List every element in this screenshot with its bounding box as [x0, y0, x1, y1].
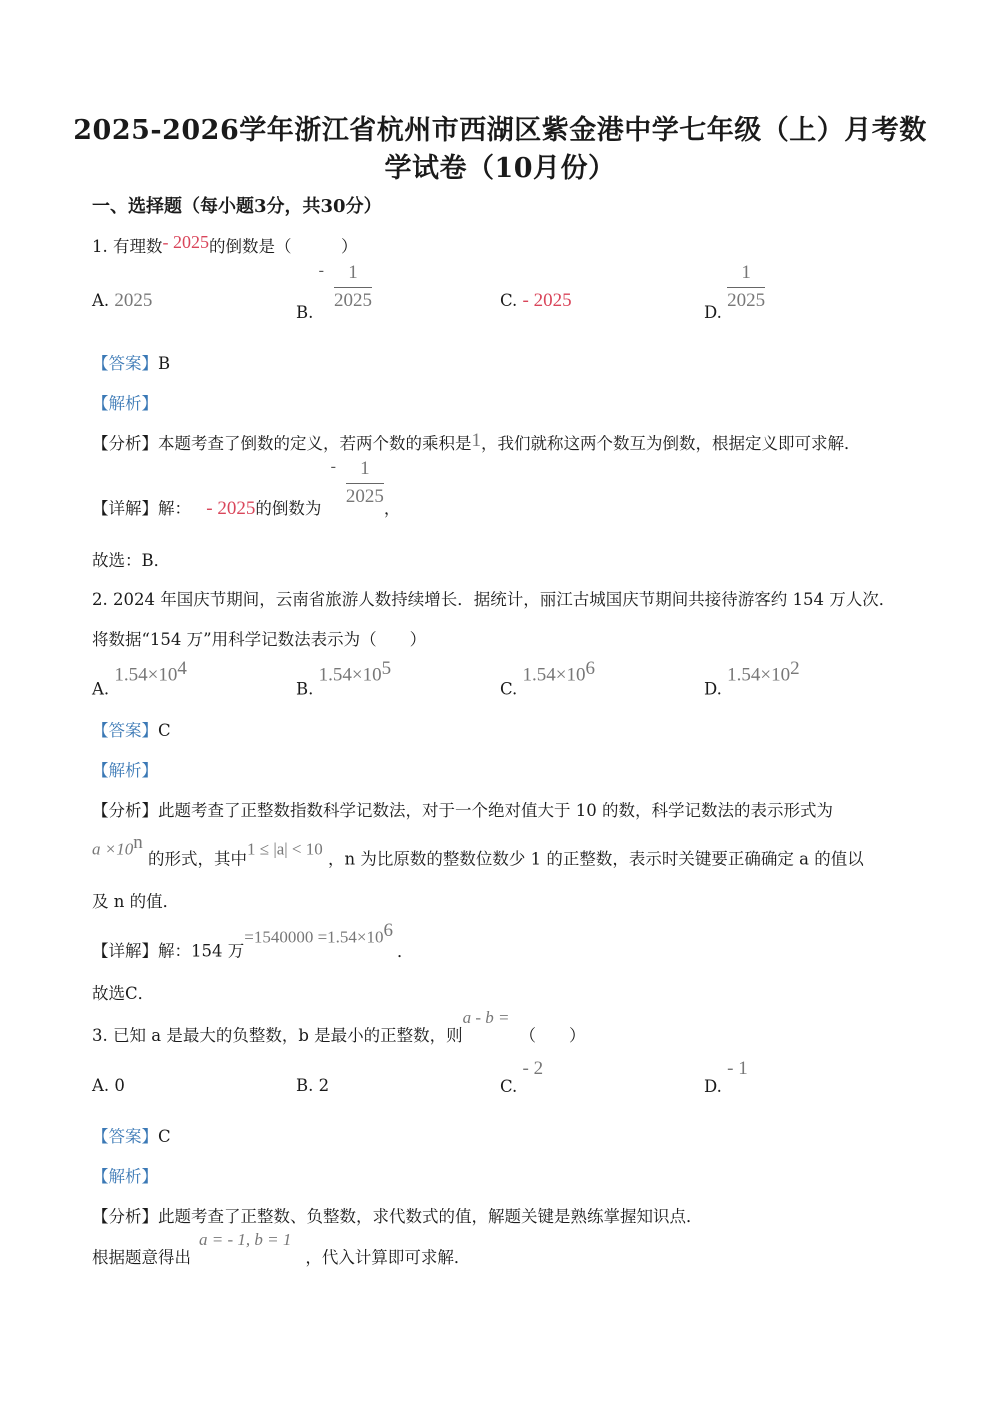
q1-detail: 【详解】解： - 2025的倒数为 - $\frac{1}{2025}$ ，: [92, 458, 401, 519]
q1-option-b[interactable]: B. - $\frac{1}{2025}$: [296, 262, 372, 322]
q1-analysis: 【分析】本题考查了倒数的定义，若两个数的乘积是1，我们就称这两个数互为倒数，根据定义即可求解．: [92, 430, 861, 453]
q3-option-c[interactable]: C. - 2: [500, 1058, 544, 1096]
q2-analysis-line3: 及 n 的值．: [92, 892, 180, 911]
q2-analysis-heading: 【解析】: [92, 761, 158, 780]
q1-analysis-heading: 【解析】: [92, 394, 158, 413]
math-inline: - 2025: [162, 232, 209, 252]
question-3-stem: 3. 已知 a 是最大的负整数，b 是最小的正整数，则a - b =（ ）: [92, 1008, 586, 1045]
question-2-stem-line2: 将数据“154 万”用科学记数法表示为（ ）: [92, 630, 427, 649]
q2-analysis-line1: 【分析】此题考查了正整数指数科学记数法，对于一个绝对值大于 10 的数，科学记数法的表示形式为: [92, 801, 833, 820]
document-title-line2: 学试卷（10月份）: [384, 153, 616, 184]
section-heading: 一、选择题（每小题3分，共30分）: [92, 196, 382, 217]
q2-option-a[interactable]: A. $1.54\times 10^4$: [92, 658, 187, 699]
q2-option-c[interactable]: C. $1.54\times 10^6$: [500, 658, 596, 699]
q3-answer: 【答案】C: [92, 1127, 171, 1146]
document-title-line1: 2025-2026学年浙江省杭州市西湖区紫金港中学七年级（上）月考数: [73, 115, 927, 146]
q3-analysis-heading: 【解析】: [92, 1167, 158, 1186]
q3-option-d[interactable]: D. - 1: [704, 1058, 748, 1096]
q3-option-b[interactable]: B. 2: [296, 1076, 330, 1095]
q2-conclusion: 故选C．: [92, 984, 155, 1003]
q1-answer: 【答案】B: [92, 354, 171, 373]
q3-option-a[interactable]: A. 0: [92, 1076, 125, 1095]
q2-analysis-line2: $a \times 10^n$ 的形式，其中1 ≤ |a| < 10 ，n 为比原数的整数位数少 1 的正整数，表示时关键要正确确定 a 的值以: [92, 832, 864, 869]
q2-answer: 【答案】C: [92, 721, 171, 740]
q3-analysis: 【分析】此题考查了正整数、负整数，求代数式的值，解题关键是熟练掌握知识点．: [92, 1207, 703, 1226]
q2-option-d[interactable]: D. $1.54\times 10^2$: [704, 658, 800, 699]
question-2-stem-line1: 2. 2024 年国庆节期间，云南省旅游人数持续增长．据统计，丽江古城国庆节期间共接待游客约 154 万人次．: [92, 590, 896, 609]
q2-detail: 【详解】解：154 万$=1540000 =1.54\times 10^6$．: [92, 920, 414, 961]
q1-option-d[interactable]: D. $\frac{1}{2025}$: [704, 262, 766, 322]
q2-option-b[interactable]: B. $1.54\times 10^5$: [296, 658, 392, 699]
q3-analysis-line2: 根据题意得出a = - 1, b = 1，代入计算即可求解．: [92, 1230, 471, 1267]
q1-option-a[interactable]: A. 2025: [92, 290, 153, 311]
q1-conclusion: 故选：B．: [92, 551, 171, 570]
q1-option-c[interactable]: C. - 2025: [500, 290, 572, 311]
question-1-stem: 1. 有理数- 2025的倒数是（ ）: [92, 232, 358, 256]
